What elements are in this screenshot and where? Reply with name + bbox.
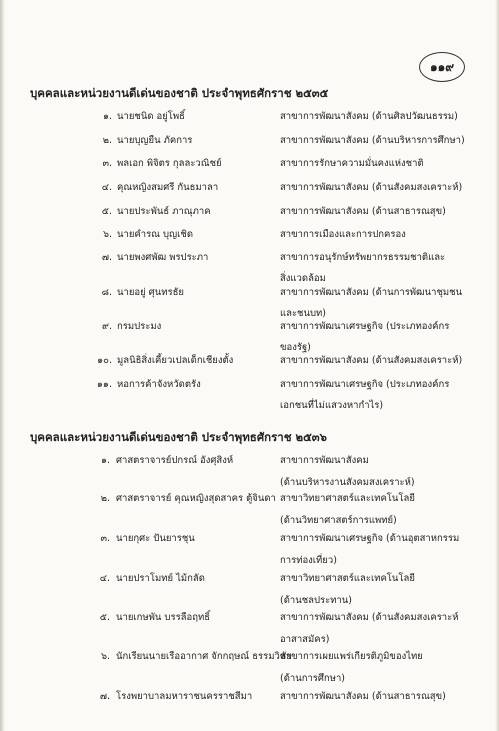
- entry-number: ๗.: [101, 252, 112, 263]
- entry-field: [280, 201, 480, 222]
- entry-number: ๖.: [100, 651, 110, 662]
- entry-field-line: สาขาการเผยแพร่เกียรติภูมิของไทย: [280, 651, 423, 662]
- entry-field-line: สาขาวิทยาศาสตร์และเทคโนโลยี: [280, 573, 415, 584]
- entry-number: ๑.: [100, 455, 110, 466]
- entry-number: ๗.: [99, 691, 110, 702]
- entry-field-line: สาขาการพัฒนาสังคม (ด้านศิลปวัฒนธรรม): [280, 111, 458, 122]
- entry-number: ๔.: [101, 182, 112, 193]
- section-title: บุคคลและหน่วยงานดีเด่นของชาติ ประจำพุทธศักราช ๒๕๓๕: [30, 86, 329, 100]
- entry-number: ๑๐.: [97, 355, 112, 366]
- entry-name: นายคำรณ บุญเชิด: [117, 229, 194, 240]
- entry-field-line: สาขาการพัฒนาสังคม (ด้านสังคมสงเคราะห์): [280, 355, 463, 366]
- entry-name: กรมประมง: [117, 321, 162, 332]
- entry-field-line: สาขาการเมืองและการปกครอง: [280, 229, 406, 240]
- entry-field: [280, 130, 480, 151]
- entry-name: นายพงศพัฒ พรประภา: [117, 252, 209, 263]
- entry-number: ๑๑.: [96, 379, 112, 390]
- entry-name: พลเอก พิจิตร กุลละวณิชย์: [117, 158, 222, 169]
- entry-number: ๕.: [101, 206, 112, 217]
- entry-field: [280, 568, 480, 612]
- entry-field: [280, 374, 480, 416]
- entry-name: นายประพันธ์ ภาณุภาค: [117, 206, 211, 217]
- entry-name: นายกุศะ ปันยารชุน: [116, 533, 195, 544]
- section-title: บุคคลและหน่วยงานดีเด่นของชาติ ประจำพุทธศักราช ๒๕๓๖: [30, 430, 327, 444]
- entry-name: นายเกษพัน บรรลือฤทธิ์: [116, 612, 211, 623]
- entry-field: [280, 488, 480, 532]
- entry-field: [280, 224, 480, 245]
- entry-field-line: สิ่งแวดล้อม: [280, 273, 326, 284]
- entry-field-line: สาขาการรักษาความมั่นคงแห่งชาติ: [280, 158, 424, 169]
- entry-field-line: สาขาวิทยาศาสตร์และเทคโนโลยี: [280, 493, 415, 504]
- entry-number: ๕.: [99, 612, 110, 623]
- entry-number: ๔.: [99, 573, 110, 584]
- entry-field-line: สาขาการพัฒนาสังคม (ด้านการพัฒนาชุมชน: [280, 287, 463, 298]
- entry-field-line: สาขาการอนุรักษ์ทรัพยากรธรรมชาติและ: [280, 252, 446, 263]
- entry-field-line: สาขาการพัฒนาสังคม (ด้านสาธารณสุข): [280, 206, 446, 217]
- entry-field-line: อาสาสมัคร): [280, 634, 330, 645]
- entry-name: หอการค้าจังหวัดตรัง: [117, 379, 201, 390]
- entry-field: [280, 177, 480, 198]
- section-2535: [30, 84, 470, 418]
- entry-field: [280, 153, 480, 174]
- entry-name: คุณหญิงสมศรี กันธมาลา: [117, 182, 219, 193]
- entry-name: นายชนิด อยู่โพธิ์: [117, 111, 185, 122]
- entry-field: [280, 686, 480, 708]
- page-shadow-left: [0, 0, 5, 731]
- entry-field: [280, 528, 480, 572]
- entry-field-line: เอกชนที่ไม่แสวงหากำไร): [280, 400, 384, 411]
- entry-field-line: (ด้านชลประทาน): [280, 595, 353, 606]
- entry-field: [280, 646, 480, 690]
- entry-number: ๒.: [102, 135, 112, 146]
- section-2536: [30, 428, 470, 708]
- entry-field-line: (ด้านการศึกษา): [280, 673, 345, 684]
- entry-field-line: ของรัฐ): [280, 342, 311, 353]
- entry-field-line: และชนบท): [280, 308, 326, 319]
- entry-field-line: สาขาการพัฒนาเศรษฐกิจ (ประเภทองค์กร: [280, 379, 450, 390]
- entry-field-line: สาขาการพัฒนาสังคม (ด้านสาธารณสุข): [280, 691, 446, 702]
- entry-number: ๙.: [102, 321, 112, 332]
- entry-list: [30, 106, 470, 418]
- entry-name: นายปราโมทย์ ไม้กลัด: [116, 573, 205, 584]
- entry-name: นักเรียนนายเรืออากาศ จักกฤษณ์ ธรรมวิชัย: [116, 651, 292, 662]
- entry-name: นายอยู่ ศุนทรธัย: [117, 287, 184, 298]
- entry-field-line: (ด้านบริหารงานสังคมสงเคราะห์): [280, 477, 415, 488]
- entry-name: โรงพยาบาลมหาราชนครราชสีมา: [116, 691, 253, 702]
- entry-field-line: สาขาการพัฒนาเศรษฐกิจ (ด้านอุตสาหกรรม: [280, 533, 460, 544]
- page-shadow-right: [495, 0, 499, 731]
- entry-number: ๒.: [100, 493, 110, 504]
- entry-field-line: การท่องเที่ยว): [280, 555, 337, 566]
- entry-field: [280, 350, 480, 371]
- entry-field: [280, 607, 480, 651]
- entry-name: ศาสตราจารย์ปกรณ์ อังศุสิงห์: [116, 455, 234, 466]
- entry-field-line: สาขาการพัฒนาสังคม: [280, 455, 369, 466]
- entry-name: ศาสตราจารย์ คุณหญิงสุดสาคร ตู้จินดา: [116, 493, 276, 504]
- entry-field-line: สาขาการพัฒนาเศรษฐกิจ (ประเภทองค์กร: [280, 321, 450, 332]
- entry-number: ๘.: [101, 287, 112, 298]
- entry-name: นายบุญยืน ภัคการ: [117, 135, 193, 146]
- entry-field-line: สาขาการพัฒนาสังคม (ด้านบริหารการศึกษา): [280, 135, 465, 146]
- entry-field: [280, 106, 480, 127]
- entry-name: มูลนิธิสิ่งเคี้ยวเปลเด็กเชียงตั้ง: [117, 355, 234, 366]
- entry-field-line: สาขาการพัฒนาสังคม (ด้านสังคมสงเคราะห์): [280, 182, 463, 193]
- page-number: ๑๑๙: [419, 52, 465, 82]
- entry-number: ๓.: [100, 533, 110, 544]
- entry-number: ๓.: [102, 158, 112, 169]
- entry-number: ๖.: [102, 229, 112, 240]
- entry-number: ๑.: [102, 111, 112, 122]
- entry-field-line: (ด้านวิทยาศาสตร์การแพทย์): [280, 515, 397, 526]
- entry-field-line: สาขาการพัฒนาสังคม (ด้านสังคมสงเคราะห์: [280, 612, 459, 623]
- entry-list: [30, 450, 470, 708]
